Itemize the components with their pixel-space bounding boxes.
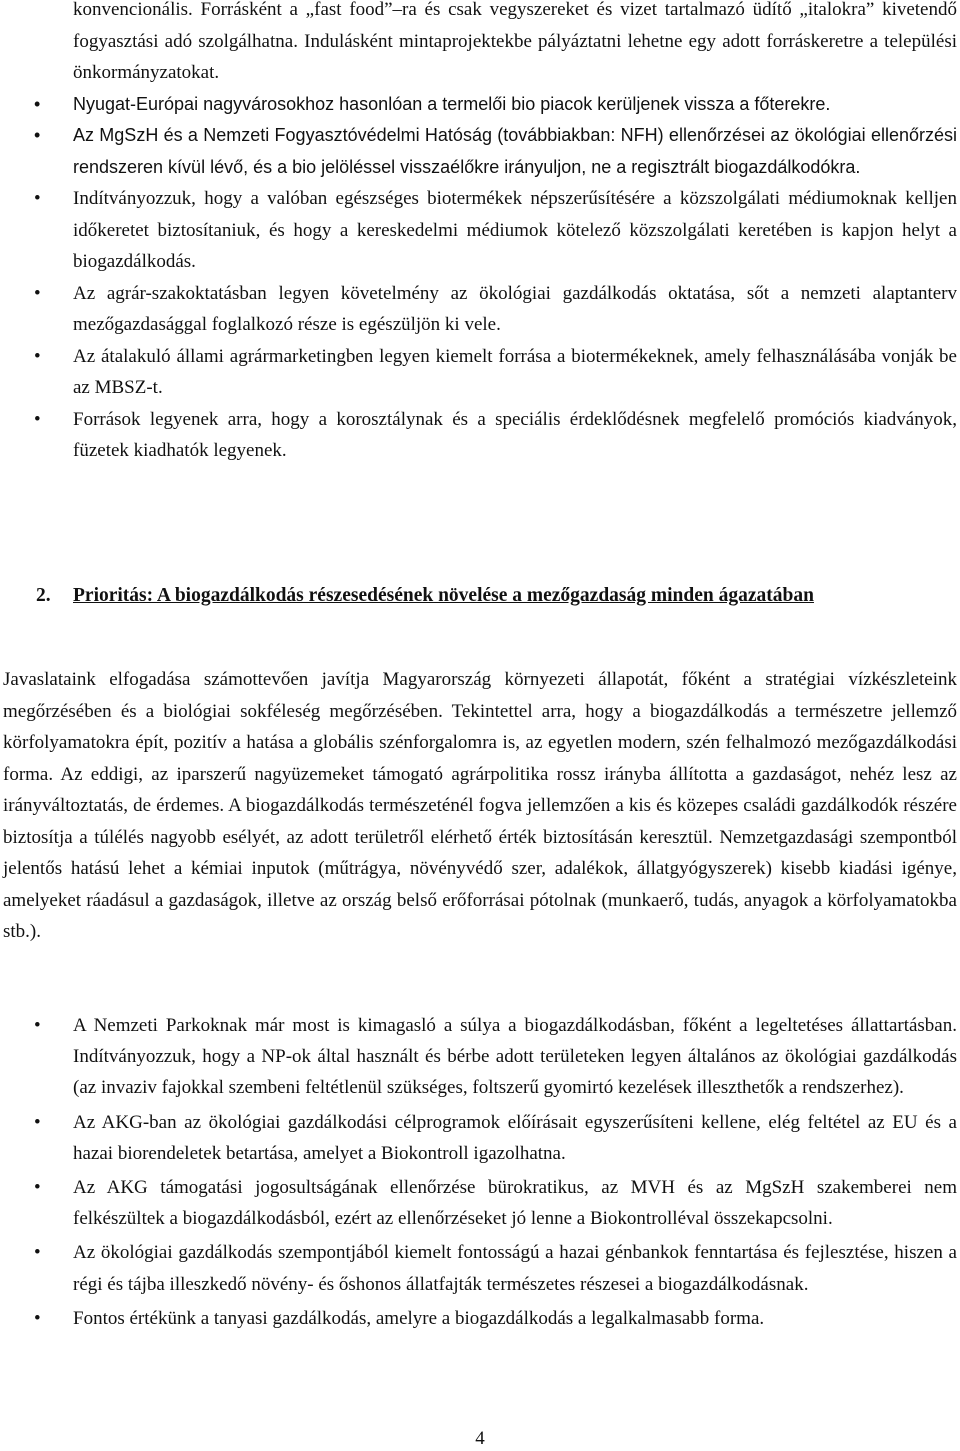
list-item-text: Források legyenek arra, hogy a korosztálynak és a speciális érdeklődésnek megfelelő promóciós kiadványok, füzetek kiadhatók legyenek.	[73, 408, 957, 461]
bullet-icon: •	[34, 1177, 41, 1199]
list-item-text: Fontos értékünk a tanyasi gazdálkodás, amelyre a biogazdálkodás a legalkalmasabb forma.	[73, 1307, 765, 1329]
bullet-icon: •	[34, 1307, 41, 1329]
bullet-list-bottom	[0, 1010, 960, 1337]
list-item-text: Az átalakuló állami agrármarketingben legyen kiemelt forrása a biotermékeknek, amely felhasználásába vonják be az MBSZ-t.	[73, 345, 957, 398]
list-item	[0, 1010, 960, 1104]
list-item	[0, 404, 960, 467]
list-item	[0, 89, 960, 121]
bullet-icon: •	[34, 1015, 41, 1036]
list-item-text: Az AKG-ban az ökológiai gazdálkodási célprogramok előírásait egyszerűsíteni kellene, elég feltétel az EU és a hazai biorendeletek betartása, amelyet a Biokontroll igazolhatna.	[73, 1111, 957, 1164]
list-item	[0, 183, 960, 278]
list-item	[0, 1303, 960, 1334]
list-item	[0, 278, 960, 341]
list-item	[0, 1107, 960, 1169]
list-item-text: Az ökológiai gazdálkodás szempontjából kiemelt fontosságú a hazai génbankok fenntartása és fejlesztése, hiszen a régi és tájba illeszkedő növény- és őshonos állatfajták természetes részesei a biogazdálkodásnak.	[73, 1242, 957, 1295]
bullet-icon: •	[34, 125, 41, 145]
bullet-icon: •	[34, 188, 41, 209]
bullet-icon: •	[34, 1242, 41, 1264]
body-paragraph: Javaslataink elfogadása számottevően javítja Magyarország környezeti állapotát, főként a stratégiai vízkészleteink megőrzésében és a biológiai sokféleség megőrzésében. Tekintettel arra, hogy a biogazdálkodás a természetre jellemző körfolyamatokra épít, pozitív a hatása a globális szénforgalomra is, az egyetlen modern, szén felhalmozó mezőgazdálkodási forma. Az eddigi, az iparszerű nagyüzemeket támogató agrárpolitika rossz irányba állította a gazdaságot, nehéz lesz az irányváltoztatás, de érdemes. A biogazdálkodás természeténél fogva jellemzően a kis és közepes családi gazdálkodók részére biztosítja a túlélés nagyobb esélyét, az adott területről elérhető érték biztosításán keresztül. Nemzetgazdasági szempontból jelentős hatású lehet a kémiai inputok (műtrágya, növényvédő szer, adalékok, állatgyógyszerek) kisebb kiadási igénye, amelyeket ráadásul a gazdaságok, illetve az ország belső erőforrásai pótolnak (munkaerő, tudás, anyagok a körfolyamatokba stb.).	[3, 669, 957, 942]
bullet-icon: •	[34, 345, 41, 367]
section-heading	[0, 580, 960, 611]
list-item-text: Indítványozzuk, hogy a valóban egészséges biotermékek népszerűsítésére a közszolgálati médiumoknak kelljen időkeretet biztosítaniuk, és hogy a kereskedelmi médiumok kötelező közszolgálati keretében is kapjon helyt a biogazdálkodás.	[73, 188, 957, 272]
list-item-text: Az AKG támogatási jogosultságának ellenőrzése bürokratikus, az MVH és az MgSzH szakemberei nem felkészültek a biogazdálkodásból, ezért az ellenőrzéseket jó lenne a Biokontrolléval összekapcsolni.	[73, 1177, 957, 1230]
bullet-list-top	[0, 0, 960, 467]
page-number: 4	[475, 1428, 485, 1449]
list-item-text: Az agrár-szakoktatásban legyen követelmény az ökológiai gazdálkodás oktatása, sőt a nemzeti alaptanterv mezőgazdasággal foglalkozó része is egészüljön ki vele.	[73, 282, 957, 335]
section-number: 2.	[36, 585, 51, 606]
list-item	[0, 1237, 960, 1299]
list-item-text: Az MgSzH és a Nemzeti Fogyasztóvédelmi Hatóság (továbbiakban: NFH) ellenőrzései az ökológiai ellenőrzési rendszeren kívül lévő, és a bio jelöléssel visszaélőkre irányuljon, ne a regisztrált biogazdálkodókra.	[73, 125, 957, 177]
bullet-icon: •	[34, 93, 41, 114]
bullet-icon: •	[34, 1111, 41, 1133]
bullet-icon: •	[34, 282, 41, 304]
list-item-continuation	[0, 0, 960, 89]
list-item-text: Nyugat-Európai nagyvárosokhoz hasonlóan a termelői bio piacok kerüljenek vissza a főterekre.	[73, 93, 831, 114]
bullet-icon: •	[34, 408, 41, 430]
list-item-text: A Nemzeti Parkoknak már most is kimagasló a súlya a biogazdálkodásban, főként a legeltetéses állattartásban. Indítványozzuk, hogy a NP-ok által használt és bérbe adott területeken legyen általános az ökológiai gazdálkodás (az invaziv fajokkal szembeni feltétlenül szükséges, foltszerű gyomirtó kezelések illeszthetők a rendszerhez).	[73, 1015, 957, 1099]
list-item-text: konvencionális. Forrásként a „fast food”–ra és csak vegyszereket és vizet tartalmazó üdítő „italokra” kivetendő fogyasztási adó szolgálhatna. Indulásként mintaprojektekbe pályáztatni lehetne egy adott forráskeretre a települési önkormányzatokat.	[73, 0, 957, 83]
list-item	[0, 1172, 960, 1234]
list-item	[0, 341, 960, 404]
list-item	[0, 120, 960, 183]
section-title: Prioritás: A biogazdálkodás részesedésének növelése a mezőgazdaság minden ágazatában	[73, 585, 814, 606]
